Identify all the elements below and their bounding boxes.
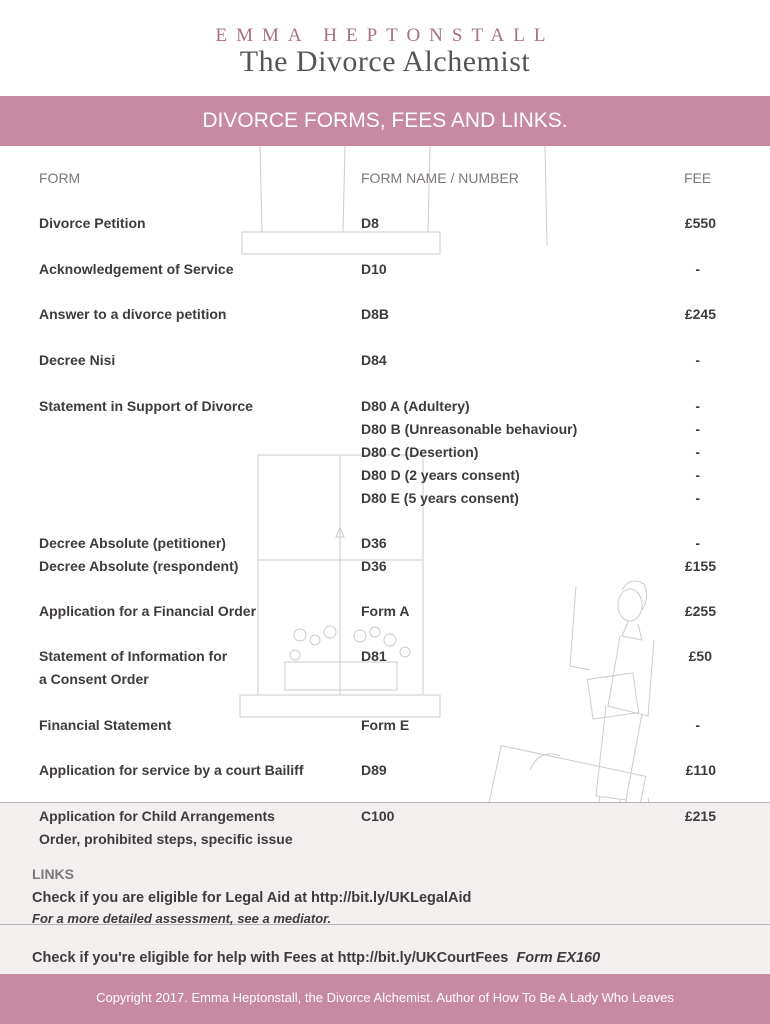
- form-number-cell: D10: [361, 261, 387, 277]
- form-number-cell: D81: [361, 648, 387, 664]
- form-line: Decree Absolute (petitioner): [39, 535, 226, 551]
- form-cell: Decree Nisi: [39, 352, 116, 368]
- fee-cell: £215: [684, 808, 716, 824]
- form-line: a Consent Order: [39, 671, 149, 687]
- fee-cell: [656, 532, 716, 578]
- fee-line: £155: [684, 558, 716, 574]
- form-number-line: D80 C (Desertion): [361, 444, 479, 460]
- column-header-form: FORM: [39, 170, 81, 186]
- form-cell: Application for a Financial Order: [39, 603, 257, 619]
- form-number-line: D36: [361, 535, 387, 551]
- copyright-text: Copyright 2017. Emma Heptonstall, the Divorce Alchemist. Author of How To Be A Lady Who Leaves: [96, 990, 674, 1005]
- page-title: DIVORCE FORMS, FEES AND LINKS.: [202, 109, 568, 132]
- court-fees-link[interactable]: Check if you're eligible for help with Fees at http://bit.ly/UKCourtFees: [32, 950, 509, 966]
- fee-line: -: [695, 421, 700, 437]
- column-header-form-name: FORM NAME / NUMBER: [361, 170, 519, 186]
- fee-cell: [640, 395, 700, 510]
- form-line: Decree Absolute (respondent): [39, 558, 239, 574]
- form-cell: Divorce Petition: [39, 215, 146, 231]
- fee-line: -: [695, 490, 700, 506]
- legal-aid-link[interactable]: Check if you are eligible for Legal Aid at http://bit.ly/UKLegalAid: [32, 890, 472, 906]
- form-cell: Acknowledgement of Service: [39, 261, 234, 277]
- form-number-line: D80 A (Adultery): [361, 398, 470, 414]
- form-number-cell: Form E: [361, 717, 410, 733]
- form-line: Order, prohibited steps, specific issue: [39, 831, 293, 847]
- fee-line: -: [695, 535, 700, 551]
- form-line: Statement of Information for: [39, 648, 228, 664]
- form-number-cell: [361, 532, 387, 578]
- fee-line: -: [695, 398, 700, 414]
- fee-cell: £550: [684, 215, 716, 231]
- form-number-cell: [361, 395, 577, 510]
- form-cell: [39, 532, 238, 578]
- mediator-note: For a more detailed assessment, see a mediator.: [32, 911, 332, 926]
- fee-line: -: [695, 444, 700, 460]
- fee-line: -: [695, 467, 700, 483]
- fee-cell: £110: [685, 762, 716, 778]
- fee-cell: £255: [684, 603, 716, 619]
- form-number-cell: C100: [361, 808, 395, 824]
- form-number-cell: D89: [361, 762, 387, 778]
- page-title-banner: [0, 96, 770, 146]
- form-cell: Statement in Support of Divorce: [39, 398, 253, 414]
- fee-cell: -: [695, 352, 700, 368]
- fee-cell: -: [695, 717, 700, 733]
- form-cell: Answer to a divorce petition: [39, 306, 227, 322]
- form-number-line: D80 E (5 years consent): [361, 490, 519, 506]
- fee-cell: -: [695, 261, 700, 277]
- brand-logo: The Divorce Alchemist: [239, 45, 531, 78]
- footer: [0, 974, 770, 1024]
- form-cell: Application for service by a court Bailiff: [39, 762, 304, 778]
- form-cell: Financial Statement: [39, 717, 172, 733]
- form-number-line: D80 B (Unreasonable behaviour): [361, 421, 578, 437]
- column-header-fee: FEE: [684, 170, 712, 186]
- court-fees-form: Form EX160: [516, 950, 601, 966]
- form-number-line: D80 D (2 years consent): [361, 467, 520, 483]
- fee-cell: £50: [688, 648, 712, 664]
- form-number-cell: D8: [361, 215, 379, 231]
- court-fees-line: [32, 950, 600, 966]
- form-cell: [39, 645, 227, 691]
- links-heading: LINKS: [32, 866, 74, 882]
- form-cell: [39, 805, 293, 851]
- form-line: Application for Child Arrangements: [39, 808, 275, 824]
- fee-cell: £245: [684, 306, 716, 322]
- form-number-cell: Form A: [361, 603, 410, 619]
- author-name: EMMA HEPTONSTALL: [215, 25, 555, 46]
- form-number-line: D36: [361, 558, 387, 574]
- form-number-cell: D8B: [361, 306, 390, 322]
- form-number-cell: D84: [361, 352, 387, 368]
